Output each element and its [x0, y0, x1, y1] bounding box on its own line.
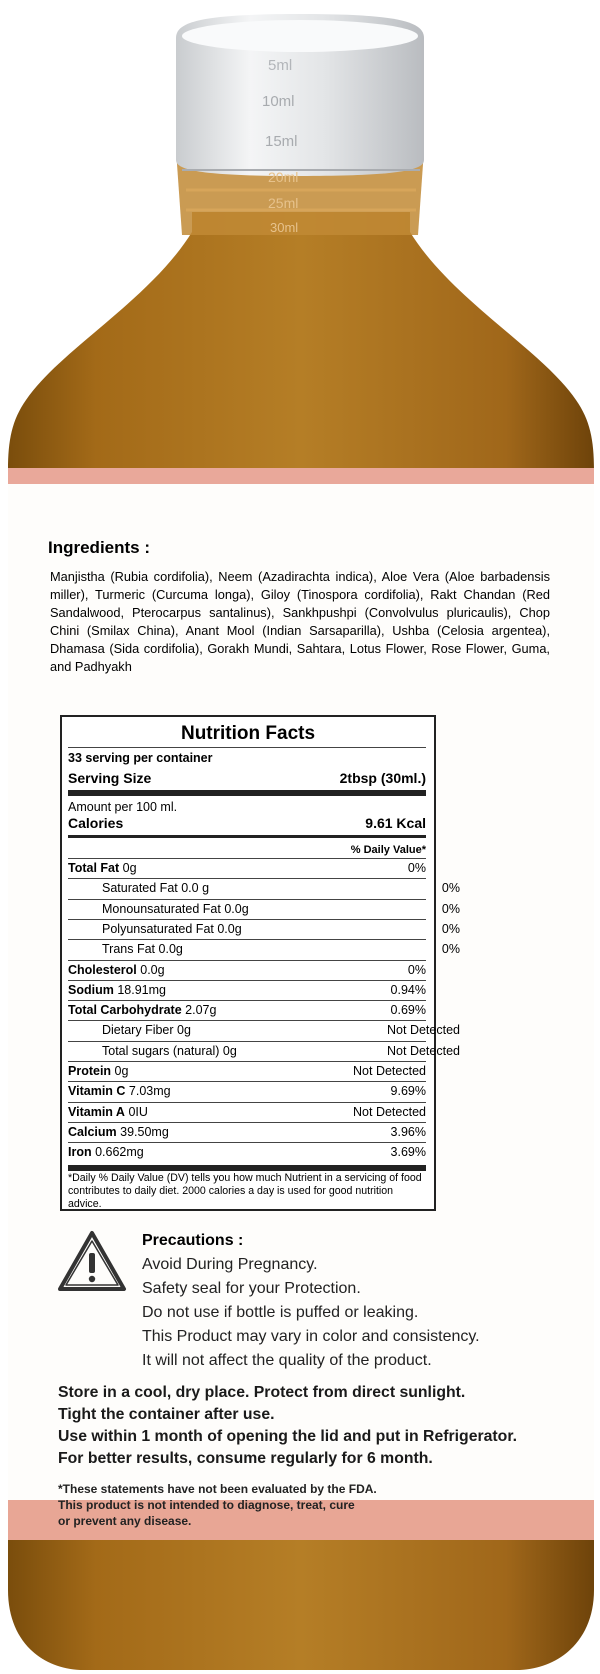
nutrient-row — [68, 940, 460, 958]
nutrient-label: Trans Fat — [102, 942, 156, 957]
nutrient-amount: 18.91mg — [117, 982, 166, 997]
nutrient-daily-value: 0% — [407, 962, 426, 977]
serving-size-row — [68, 769, 426, 787]
nutrient-label: Iron — [68, 1145, 92, 1160]
nutrient-daily-value: 0.94% — [390, 982, 426, 997]
nutrient-amount: 7.03mg — [128, 1084, 171, 1099]
nutrient-amount: 2.07g — [185, 1003, 217, 1018]
nutrient-daily-value: 3.96% — [390, 1124, 426, 1139]
nutrient-label: Total Carbohydrate — [68, 1003, 182, 1018]
nutrient-daily-value: Not Detected — [387, 1023, 460, 1038]
nutrient-label: Total Fat — [68, 861, 120, 875]
nutrient-label: Saturated Fat — [102, 881, 178, 896]
precaution-line: This Product may vary in color and consistency. — [142, 1328, 480, 1345]
nutrient-amount: 0g — [114, 1064, 129, 1078]
nutrient-daily-value: 3.69% — [390, 1145, 426, 1160]
divider — [68, 835, 426, 838]
nutrient-row — [68, 1042, 460, 1060]
nutrient-row — [68, 1062, 426, 1080]
cap-marking: 30ml — [270, 220, 299, 235]
nutrient-daily-value: Not Detected — [353, 1104, 426, 1119]
nutrient-daily-value: 0% — [441, 881, 460, 896]
calories-label: Calories — [68, 815, 124, 831]
precaution-line: Avoid During Pregnancy. — [142, 1256, 318, 1273]
cap-marking: 25ml — [268, 195, 299, 211]
nutrient-row — [68, 900, 460, 918]
nutrient-label: Total sugars (natural) — [102, 1043, 220, 1058]
nutrient-row — [68, 920, 460, 938]
nutrition-facts-panel — [60, 715, 460, 1211]
precautions-title: Precautions : — [142, 1232, 244, 1249]
nutrient-amount: 0g — [177, 1023, 191, 1038]
divider — [68, 747, 426, 748]
nutrient-daily-value: 9.69% — [390, 1084, 426, 1099]
dv-header-row — [68, 841, 426, 859]
nutrient-amount: 0.0g — [140, 962, 165, 977]
storage-line: Tight the container after use. — [58, 1406, 275, 1423]
nutrient-amount: 0.0g — [224, 901, 249, 916]
nutrient-daily-value: 0.69% — [390, 1003, 426, 1018]
nutrient-row — [68, 1103, 426, 1121]
nutrient-row — [68, 859, 426, 877]
nutrient-daily-value: 0% — [441, 921, 460, 936]
fda-disclaimer-line: This product is not intended to diagnose, treat, cure — [58, 1498, 355, 1512]
nutrient-row — [68, 879, 460, 897]
warning-icon — [56, 1229, 128, 1295]
nutrient-daily-value: 0% — [441, 901, 460, 916]
precaution-line: Safety seal for your Protection. — [142, 1280, 361, 1297]
storage-line: For better results, consume regularly for 6 month. — [58, 1450, 433, 1467]
nutrient-row — [68, 981, 426, 999]
cap-marking: 5ml — [268, 57, 293, 74]
nutrient-amount: 0.0g — [217, 921, 242, 936]
nutrient-label: Monounsaturated Fat — [102, 901, 221, 916]
serving-size-value: 2tbsp (30ml.) — [339, 770, 426, 786]
nutrient-daily-value: Not Detected — [353, 1064, 426, 1078]
ingredients-title: Ingredients : — [48, 538, 151, 557]
serving-size-label: Serving Size — [68, 770, 152, 786]
nutrient-label: Sodium — [68, 982, 114, 997]
nutrient-amount: 0g — [222, 1043, 237, 1058]
nutrient-row — [68, 961, 426, 979]
storage-line: Store in a cool, dry place. Protect from direct sunlight. — [58, 1384, 466, 1401]
nutrient-amount: 0g — [122, 861, 137, 875]
cap-marking: 15ml — [265, 133, 298, 150]
nutrient-amount: 0.662mg — [95, 1145, 144, 1160]
cap-marking: 10ml — [262, 93, 295, 110]
nutrient-amount: 39.50mg — [120, 1124, 169, 1139]
fda-disclaimer-line: *These statements have not been evaluated by the FDA. — [58, 1482, 377, 1496]
nutrient-row — [68, 1001, 426, 1019]
nutrient-amount: 0IU — [128, 1104, 148, 1119]
nutrient-amount: 0.0g — [158, 942, 183, 957]
dv-header: % Daily Value* — [350, 844, 426, 856]
nutrient-label: Calcium — [68, 1124, 117, 1139]
precaution-line: It will not affect the quality of the product. — [142, 1352, 432, 1369]
nutrient-row — [68, 1143, 426, 1161]
storage-line: Use within 1 month of opening the lid and put in Refrigerator. — [58, 1428, 517, 1445]
nutrient-label: Dietary Fiber — [102, 1023, 174, 1038]
fda-disclaimer-line: or prevent any disease. — [58, 1514, 192, 1528]
calories-value: 9.61 Kcal — [365, 815, 426, 831]
precaution-line: Do not use if bottle is puffed or leaking. — [142, 1304, 419, 1321]
servings-per-container: 33 serving per container — [68, 751, 213, 765]
amount-per: Amount per 100 ml. — [68, 800, 178, 814]
dv-footnote: *Daily % Daily Value (DV) tells you how much Nutrient in a servicing of food contributes to daily diet. 2000 calories a day is used for good nutrition advice. — [68, 1172, 422, 1210]
nutrient-label: Cholesterol — [68, 962, 137, 977]
nutrient-daily-value: 0% — [441, 942, 460, 957]
nutrient-label: Vitamin A — [68, 1104, 125, 1119]
cap-marking: 20ml — [268, 169, 299, 185]
ingredients-text: Manjistha (Rubia cordifolia), Neem (Azadirachta indica), Aloe Vera (Aloe barbadensis miller), Turmeric (Curcuma longa), Giloy (Tinospora cordifolia), Rakt Chandan (Red Sandalwood, Pterocarpus santalinus), Sankhpushpi (Convolvulus pluricaulis), Chop Chini (Smilax China), Anant Mool (Indian Sarsaparilla), Ushba (Celosia argentea), Dhamasa (Sida cordifolia), Gorakh Mundi, Sahtara, Lotus Flower, Rose Flower, Guma, and Padhyakh — [50, 569, 550, 674]
nutrient-row — [68, 1021, 460, 1039]
divider — [68, 790, 426, 796]
nutrient-row — [68, 1123, 426, 1141]
divider — [68, 1165, 426, 1171]
nutrient-label: Vitamin C — [68, 1084, 126, 1099]
nutrient-label: Protein — [68, 1064, 112, 1078]
nutrient-label: Polyunsaturated Fat — [102, 921, 214, 936]
nutrient-amount: 0.0 g — [181, 881, 210, 896]
nutrient-row — [68, 1082, 426, 1100]
nutrient-daily-value: 0% — [407, 861, 426, 875]
calories-row — [68, 814, 426, 832]
nutrient-daily-value: Not Detected — [387, 1043, 460, 1058]
nutrition-title: Nutrition Facts — [180, 723, 316, 744]
